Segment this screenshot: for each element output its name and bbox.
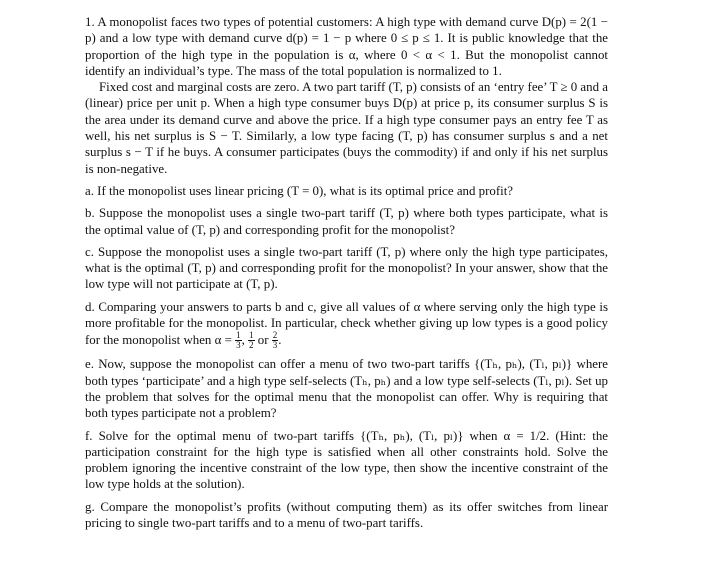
part-e: e. Now, suppose the monopolist can offer a menu of two two-part tariffs {(Tₕ, pₕ), (Tₗ, pₗ)} where both types ‘participate’ and a high type self-selects (Tₕ, pₕ) and a low type self-selects (Tₗ, pₗ). Set up the problem that solves for the optimal menu that the monopolist can offer. Why is requiring that both types participate not a problem? xyxy=(85,357,608,421)
part-f: f. Solve for the optimal menu of two-part tariffs {(Tₕ, pₕ), (Tₗ, pₗ)} when α = 1/2. (Hint: the participation constraint for the high type is satisfied when all other constraints hold. Solve the problem ignoring the incentive constraint of the low type, then show the incentive constraint of the low type holds at the solution). xyxy=(85,428,608,492)
problem-intro-1: 1. A monopolist faces two types of potential customers: A high type with demand curve D(p) = 2(1 − p) and a low type with demand curve d(p) = 1 − p where 0 ≤ p ≤ 1. It is public knowledge that the proportion of the high type in the population is α, where 0 < α < 1. But the monopolist cannot identify an individual’s type. The mass of the total population is normalized to 1. xyxy=(85,15,608,78)
part-g: g. Compare the monopolist’s profits (without computing them) as its offer switches from linear pricing to single two-part tariffs and to a menu of two-part tariffs. xyxy=(85,499,608,531)
part-d-or: or xyxy=(257,333,269,348)
part-c: c. Suppose the monopolist uses a single two-part tariff (T, p) where only the high type participates, what is the optimal (T, p) and corresponding profit for the monopolist? In your answer, show that the low type will not participate at (T, p). xyxy=(85,244,608,292)
fraction-two-thirds: $\frac{2}{3}$ xyxy=(272,330,278,351)
fraction-one-half: $\frac{1}{2}$ xyxy=(249,330,254,351)
part-d-text: d. Comparing your answers to parts b and c, give all values of α where serving only the high type is more profitable for the monopolist. In particular, check whether giving up low types is a good policy for the monopolist when α = xyxy=(85,299,608,348)
part-a: a. If the monopolist uses linear pricing (T = 0), what is its optimal price and profit? xyxy=(85,183,514,198)
part-d: d. Comparing your answers to parts b and c, give all values of α where serving only the high type is more profitable for the monopolist. In particular, check whether giving up low types is a good policy for the monopolist when α = $\frac{1}{3}$ , $\frac{1}{2}$ or $\frac{2}{3}$ . xyxy=(85,299,608,351)
part-b: b. Suppose the monopolist uses a single two-part tariff (T, p) where both types participate, what is the optimal value of (T, p) and corresponding profit for the monopolist? xyxy=(85,206,608,237)
fraction-one-third: $\frac{1}{3}$ xyxy=(236,330,241,351)
problem-intro-2: Fixed cost and marginal costs are zero. A two part tariff (T, p) consists of an ‘entry fee’ T ≥ 0 and a (linear) price per unit p. When a high type consumer buys D(p) at price p, its consumer surplus S is the area under its demand curve and above the price. If a high type consumer pays an entry fee T as well, his net surplus is S − T. Similarly, a low type facing (T, p) has consumer surplus s and a net surplus s − T if he buys. A consumer participates (buys the commodity) if and only if his net surplus is non-negative. xyxy=(85,80,608,176)
